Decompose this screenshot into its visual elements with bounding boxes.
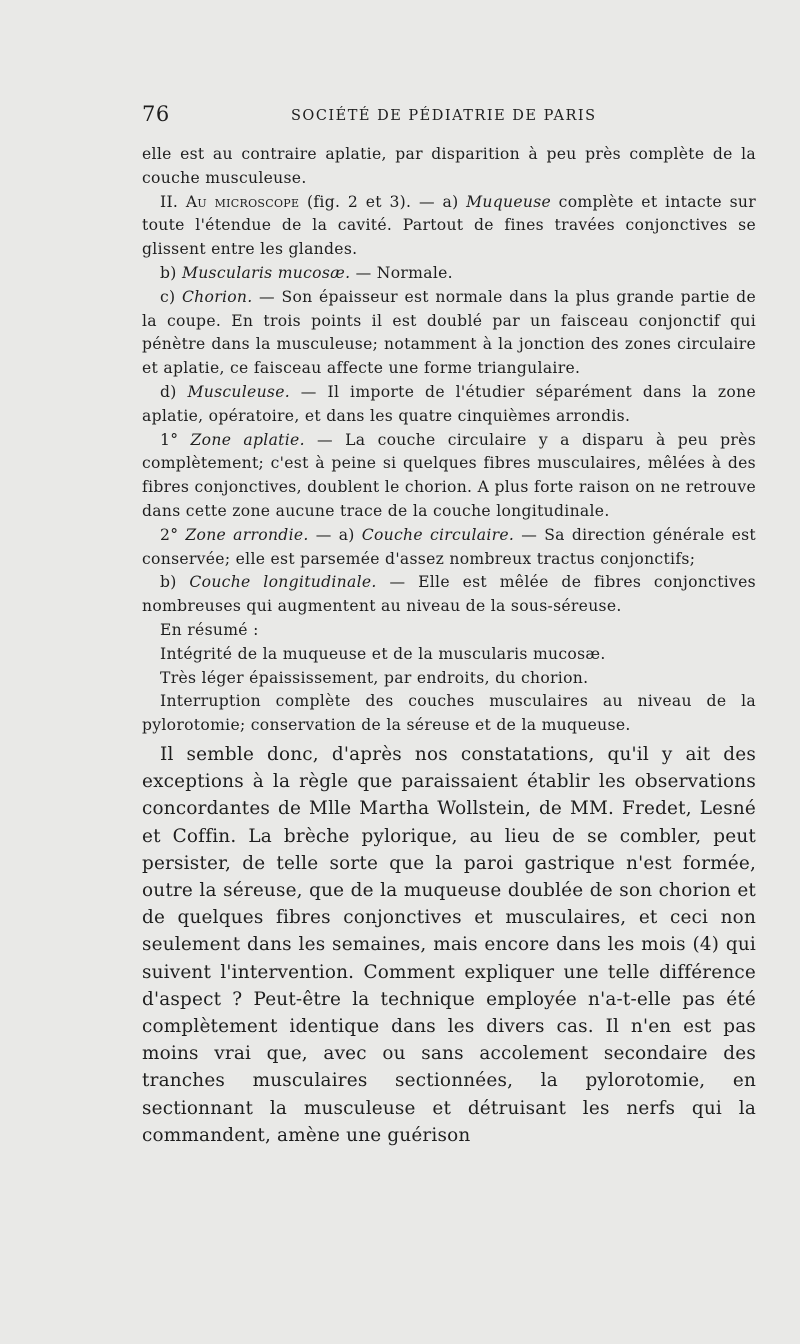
text-run: 2° bbox=[160, 525, 186, 544]
paragraph bbox=[142, 741, 756, 1149]
paragraph bbox=[142, 262, 756, 286]
running-head bbox=[142, 100, 754, 130]
paragraph bbox=[142, 571, 756, 619]
paragraph bbox=[142, 429, 756, 524]
text-run: — Elle est mêlée de fibres conjonctives nombreuses qui augmentent au niveau de la sous-séreuse. bbox=[142, 573, 756, 616]
small-caps-text: Au microscope bbox=[185, 192, 300, 211]
italic-term: Musculeuse. bbox=[187, 382, 291, 401]
paragraph bbox=[142, 619, 756, 643]
text-run: elle est au contraire aplatie, par disparition à peu près complète de la couche musculeuse. bbox=[142, 145, 756, 187]
discussion-text-block bbox=[142, 741, 756, 1149]
text-run: (fig. 2 et 3). — a) bbox=[299, 192, 467, 211]
italic-term: Zone arrondie. bbox=[185, 525, 309, 544]
text-run: c) bbox=[160, 287, 182, 306]
text-run: 1° bbox=[160, 430, 191, 449]
text-run: II. bbox=[160, 192, 186, 211]
paragraph bbox=[142, 524, 756, 572]
page-number: 76 bbox=[142, 102, 170, 126]
text-run: Il semble donc, d'après nos constatations, qu'il y ait des exceptions à la règle que paraissaient établir les observations concordantes de Mlle Martha Wollstein, de MM. Fredet, Lesné et Coffin. La brèche pylorique, au lieu de se combler, peut persister, de telle sorte que la paroi gastrique n'est formée, outre la séreuse, que de la muqueuse doublée de son chorion et de quelques fibres conjonctives et musculaires, et ceci non seulement dans les semaines, mais encore dans les mois (4) qui suivent l'intervention. Comment expliquer une telle différence d'aspect ? Peut-être la technique employée n'a-t-elle pas été complètement identique dans les divers cas. Il n'en est pas moins vrai que, avec ou sans accolement secondaire des tranches musculaires sectionnées, la pylorotomie, en sectionnant la musculeuse et détruisant les nerfs qui la commandent, amène une guérison bbox=[142, 744, 756, 1146]
text-run: Interruption complète des couches musculaires au niveau de la pylorotomie; conservation de la séreuse et de la muqueuse. bbox=[142, 692, 756, 735]
text-run: — a) bbox=[308, 525, 362, 544]
paragraph bbox=[142, 643, 756, 667]
italic-term: Couche longitudinale. bbox=[189, 573, 377, 592]
text-run: b) bbox=[160, 573, 190, 592]
text-run: Intégrité de la muqueuse et de la muscularis mucosæ. bbox=[160, 644, 606, 663]
running-title: SOCIÉTÉ DE PÉDIATRIE DE PARIS bbox=[291, 108, 597, 124]
paragraph bbox=[142, 191, 756, 262]
italic-term: Couche circulaire. bbox=[361, 525, 515, 544]
text-run: — La couche circulaire y a disparu à peu près complètement; c'est à peine si quelques fibres musculaires, mêlées à des fibres conjonctives, doublent le chorion. A plus forte raison on ne retrouve dans cette zone aucune trace de la couche longitudinale. bbox=[142, 430, 757, 520]
text-run: — Son épaisseur est normale dans la plus grande partie de la coupe. En trois points il est doublé par un faisceau conjonctif qui pénètre dans la musculeuse; notamment à la jonction des zones circulaire et aplatie, ce faisceau affecte une forme triangulaire. bbox=[142, 287, 756, 378]
italic-term: Muscularis mucosæ. bbox=[181, 263, 351, 282]
italic-term: Muqueuse bbox=[466, 192, 552, 211]
paragraph bbox=[142, 690, 756, 738]
italic-term: Zone aplatie. bbox=[190, 430, 305, 449]
text-run: — Normale. bbox=[350, 263, 453, 282]
paragraph bbox=[142, 286, 756, 381]
italic-term: Chorion. bbox=[181, 287, 253, 306]
text-run: En résumé : bbox=[160, 620, 259, 639]
paragraph bbox=[142, 381, 756, 429]
paragraph bbox=[142, 143, 756, 191]
paragraph bbox=[142, 667, 756, 691]
text-run: d) bbox=[160, 382, 188, 401]
text-run: b) bbox=[160, 263, 182, 282]
text-run: complète et intacte sur toute l'étendue de la cavité. Partout de fines travées conjonctives se glissent entre les glandes. bbox=[142, 192, 756, 259]
observation-text-block bbox=[142, 143, 756, 738]
text-run: — Il importe de l'étudier séparément dans la zone aplatie, opératoire, et dans les quatre cinquièmes arrondis. bbox=[142, 382, 756, 425]
text-run: — Sa direction générale est conservée; elle est parsemée d'assez nombreux tractus conjonctifs; bbox=[142, 525, 756, 568]
text-run: Très léger épaississement, par endroits, du chorion. bbox=[160, 668, 589, 687]
